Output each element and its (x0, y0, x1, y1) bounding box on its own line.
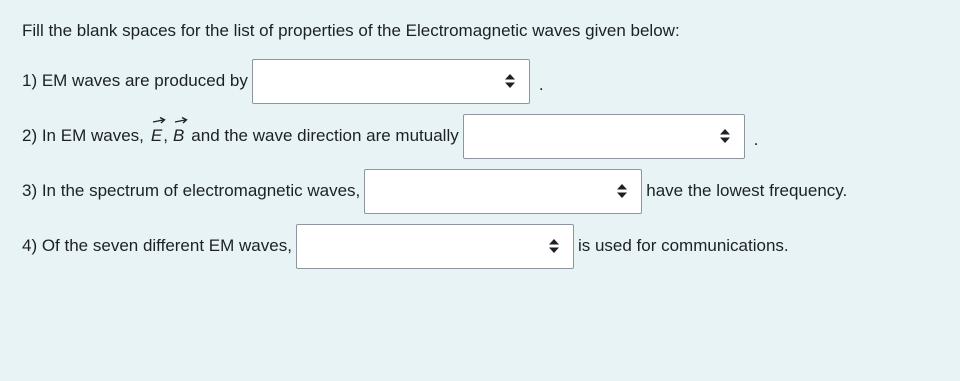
question-row-3 (22, 168, 847, 214)
question-1-suffix: . (538, 75, 544, 94)
vector-e (151, 126, 162, 146)
question-2-prefix-a: 2) In EM waves, (22, 126, 144, 145)
vector-e-letter: E (150, 126, 163, 145)
question-4-suffix: is used for communications. (577, 236, 789, 255)
vector-b (173, 126, 184, 146)
vector-arrow-icon (174, 117, 188, 125)
answer-select-1[interactable] (252, 59, 530, 104)
answer-select-3[interactable] (364, 169, 642, 214)
updown-arrow-icon (617, 184, 627, 198)
updown-arrow-icon (720, 129, 730, 143)
vector-b-letter: B (172, 126, 185, 145)
question-row-2 (22, 113, 758, 159)
question-2-prefix-b: and the wave direction are mutually (191, 126, 459, 145)
updown-arrow-icon (505, 74, 515, 88)
answer-select-2[interactable] (463, 114, 745, 159)
vector-arrow-icon (152, 117, 166, 125)
question-row-4 (22, 223, 789, 269)
vector-separator: , (163, 126, 168, 145)
question-1-prefix: 1) EM waves are produced by (22, 71, 248, 90)
updown-arrow-icon (549, 239, 559, 253)
question-3-suffix: have the lowest frequency. (646, 181, 848, 200)
question-3-prefix: 3) In the spectrum of electromagnetic waves, (22, 181, 361, 200)
question-4-prefix: 4) Of the seven different EM waves, (22, 236, 292, 255)
question-row-1 (22, 58, 544, 104)
answer-select-4[interactable] (296, 224, 574, 269)
question-instruction: Fill the blank spaces for the list of properties of the Electromagnetic waves given below: (22, 21, 680, 40)
question-2-suffix: . (753, 130, 759, 149)
